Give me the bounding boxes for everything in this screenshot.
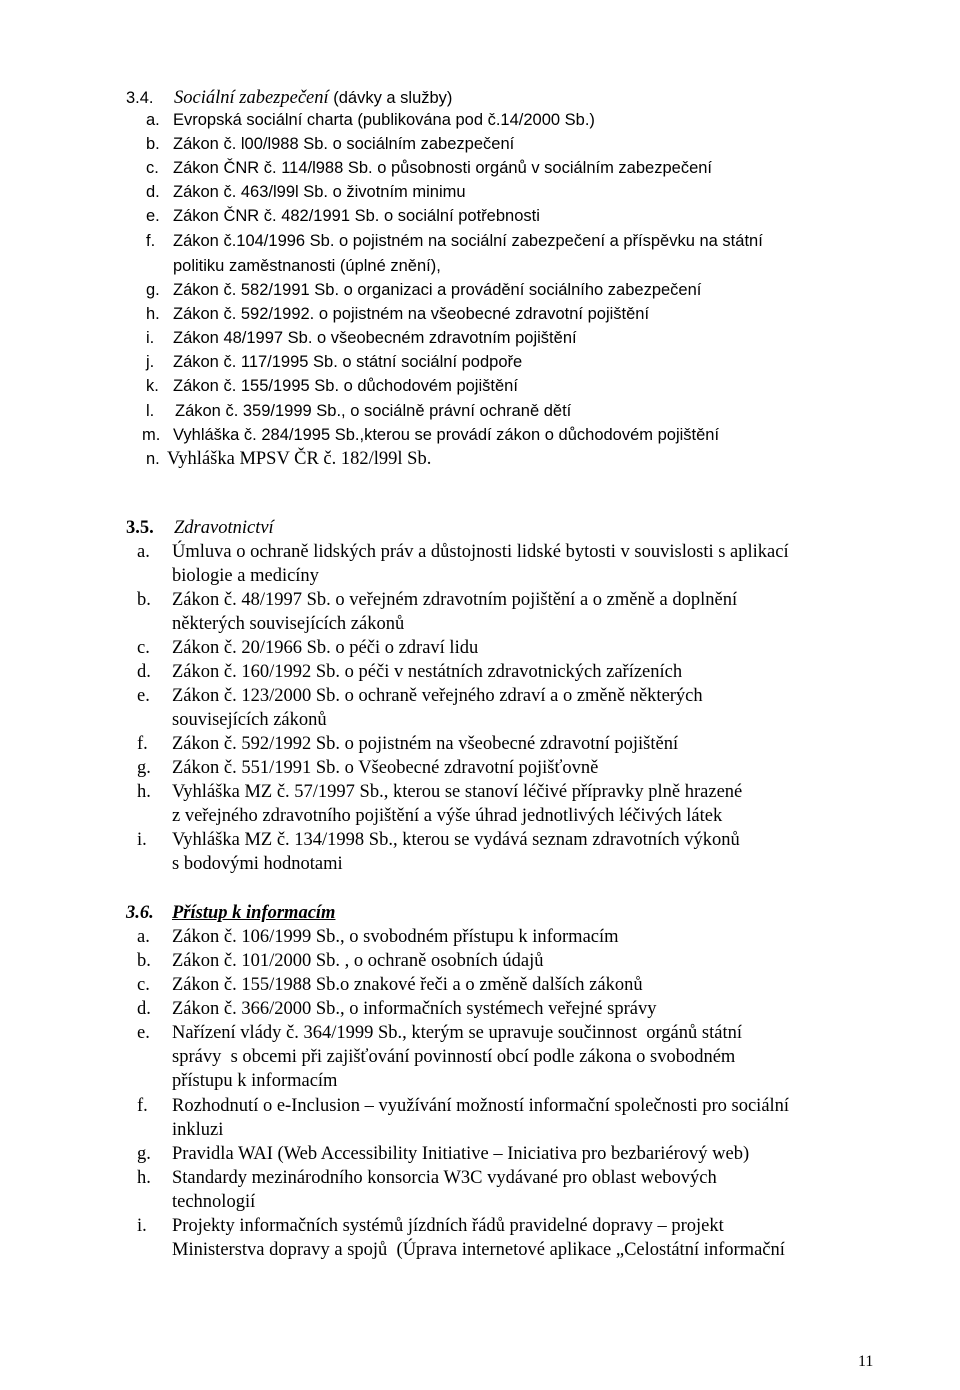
list-item-text: Zákon č. 463/l99l Sb. o životním minimu	[173, 183, 466, 201]
section-number: 3.4.	[126, 89, 154, 107]
list-item-text-continued: politiku zaměstnanosti (úplné znění),	[173, 257, 441, 275]
item-letter: d.	[146, 183, 160, 201]
item-letter: h.	[137, 1168, 151, 1188]
item-letter: i.	[137, 1216, 147, 1236]
list-item-text: Rozhodnutí o e-Inclusion – využívání možností informační společnosti pro sociální	[172, 1096, 790, 1116]
list-item	[146, 378, 159, 395]
list-item	[146, 208, 160, 225]
list-item-text-continued: z veřejného zdravotního pojištění a výše úhrad jednotlivých léčivých látek	[172, 806, 723, 826]
list-item	[146, 160, 159, 177]
list-item-text: Zákon č.104/1996 Sb. o pojistném na sociální zabezpečení a příspěvku na státní	[173, 232, 763, 250]
list-item	[146, 330, 154, 347]
list-item	[137, 1097, 148, 1116]
list-item	[137, 1217, 147, 1236]
list-item-text: Zákon č. 123/2000 Sb. o ochraně veřejného zdraví a o změně některých	[172, 686, 703, 706]
list-item	[146, 184, 160, 201]
item-letter: b.	[137, 590, 151, 610]
list-item-text: Úmluva o ochraně lidských práv a důstojnosti lidské bytosti v souvislosti s aplikací	[172, 542, 789, 562]
list-item-text: Projekty informačních systémů jízdních řádů pravidelné dopravy – projekt	[172, 1216, 724, 1236]
list-item-text: Zákon 48/1997 Sb. o všeobecném zdravotním pojištění	[173, 329, 577, 347]
list-item	[137, 639, 150, 658]
list-item-text: Vyhláška č. 284/1995 Sb.,kterou se provádí zákon o důchodovém pojištění	[173, 426, 720, 444]
list-item	[137, 831, 147, 850]
list-item	[137, 783, 151, 802]
list-item	[137, 928, 150, 947]
list-item	[137, 591, 151, 610]
list-item	[137, 1024, 150, 1043]
list-item	[146, 136, 160, 153]
section-heading-3-4	[126, 89, 452, 108]
list-item-text: Zákon č. 592/1992. o pojistném na všeobecné zdravotní pojištění	[173, 305, 650, 323]
list-item-text: Evropská sociální charta (publikována pod č.14/2000 Sb.)	[173, 111, 595, 129]
list-item	[146, 451, 160, 468]
list-item-text-continued: Ministerstva dopravy a spojů (Úprava internetové aplikace „Celostátní informační	[172, 1240, 785, 1260]
list-item-text: Zákon č. 582/1991 Sb. o organizaci a provádění sociálního zabezpečení	[173, 281, 702, 299]
list-item-text: Zákon č. 20/1966 Sb. o péči o zdraví lidu	[172, 638, 479, 658]
list-item-text: Zákon ČNR č. 114/l988 Sb. o působnosti orgánů v sociálním zabezpečení	[173, 159, 713, 177]
list-item	[137, 952, 151, 971]
item-letter: f.	[146, 232, 156, 250]
list-item-text: Zákon č. 366/2000 Sb., o informačních systémech veřejné správy	[172, 999, 657, 1019]
item-letter: d.	[137, 999, 151, 1019]
list-item-text: Zákon č. 48/1997 Sb. o veřejném zdravotním pojištění a o změně a doplnění	[172, 590, 738, 610]
item-letter: e.	[137, 686, 150, 706]
list-item-text-continued: správy s obcemi při zajišťování povinností obcí podle zákona o svobodném	[172, 1047, 736, 1067]
list-item	[146, 112, 160, 129]
list-item	[137, 543, 150, 562]
list-item-text-continued: některých souvisejících zákonů	[172, 614, 405, 634]
item-letter: m.	[142, 426, 161, 444]
section-title: Přístup k informacím	[172, 903, 336, 923]
list-item-text: Zákon č. l00/l988 Sb. o sociálním zabezpečení	[173, 135, 515, 153]
item-letter: d.	[137, 662, 151, 682]
page-number: 11	[858, 1353, 874, 1370]
list-item	[142, 427, 160, 444]
item-letter: f.	[137, 734, 148, 754]
list-item	[146, 282, 160, 299]
list-item	[137, 735, 148, 754]
item-letter: j.	[146, 353, 155, 371]
item-letter: c.	[146, 159, 159, 177]
item-letter: a.	[146, 111, 160, 129]
list-item	[146, 354, 154, 371]
list-item-text-continued: technologií	[172, 1192, 256, 1212]
list-item-text: Standardy mezinárodního konsorcia W3C vydávané pro oblast webových	[172, 1168, 717, 1188]
item-letter: b.	[137, 951, 151, 971]
list-item-text: Zákon č. 160/1992 Sb. o péči v nestátních zdravotnických zařízeních	[172, 662, 683, 682]
list-item-text: Zákon č. 101/2000 Sb. , o ochraně osobních údajů	[172, 951, 544, 971]
list-item	[146, 306, 160, 323]
list-item-text: Zákon č. 106/1999 Sb., o svobodném přístupu k informacím	[172, 927, 619, 947]
list-item-text: Vyhláška MZ č. 134/1998 Sb., kterou se vydává seznam zdravotních výkonů	[172, 830, 740, 850]
list-item	[137, 1169, 151, 1188]
section-number: 3.6.	[126, 903, 154, 923]
item-letter: b.	[146, 135, 160, 153]
list-item	[146, 233, 155, 250]
section-heading-3-6	[126, 904, 335, 923]
list-item	[137, 1145, 151, 1164]
list-item	[137, 976, 150, 995]
list-item	[137, 663, 151, 682]
section-heading-3-5	[126, 519, 274, 538]
list-item-text: Pravidla WAI (Web Accessibility Initiative – Iniciativa pro bezbariérový web)	[172, 1144, 750, 1164]
list-item-text: Zákon č. 155/1988 Sb.o znakové řeči a o změně dalších zákonů	[172, 975, 643, 995]
section-title-suffix: (dávky a služby)	[328, 89, 453, 107]
item-letter: g.	[137, 758, 151, 778]
item-letter: e.	[137, 1023, 150, 1043]
list-item-text-continued: souvisejících zákonů	[172, 710, 327, 730]
list-item-text: Vyhláška MZ č. 57/1997 Sb., kterou se stanoví léčivé přípravky plně hrazené	[172, 782, 743, 802]
item-letter: f.	[137, 1096, 148, 1116]
item-letter: g.	[146, 281, 160, 299]
item-letter: i.	[146, 329, 155, 347]
list-item-text-continued: přístupu k informacím	[172, 1071, 338, 1091]
item-letter: g.	[137, 1144, 151, 1164]
list-item-text-continued: biologie a medicíny	[172, 566, 319, 586]
item-letter: c.	[137, 638, 150, 658]
item-letter: i.	[137, 830, 147, 850]
item-letter: n.	[146, 450, 160, 468]
list-item	[146, 403, 154, 420]
list-item-text-continued: s bodovými hodnotami	[172, 854, 343, 874]
section-title: Zdravotnictví	[174, 518, 274, 538]
list-item-text-continued: inkluzi	[172, 1120, 224, 1140]
item-letter: e.	[146, 207, 160, 225]
item-letter: h.	[146, 305, 160, 323]
list-item-text: Zákon č. 117/1995 Sb. o státní sociální podpoře	[173, 353, 523, 371]
item-letter: l.	[146, 402, 155, 420]
list-item-text: Zákon č. 592/1992 Sb. o pojistném na všeobecné zdravotní pojištění	[172, 734, 679, 754]
list-item	[137, 1000, 151, 1019]
list-item-text: Vyhláška MPSV ČR č. 182/l99l Sb.	[167, 449, 432, 469]
item-letter: a.	[137, 542, 150, 562]
item-letter: a.	[137, 927, 150, 947]
item-letter: c.	[137, 975, 150, 995]
section-title: Sociální zabezpečení	[174, 88, 329, 108]
item-letter: h.	[137, 782, 151, 802]
item-letter: k.	[146, 377, 159, 395]
list-item	[137, 687, 150, 706]
list-item-text: Zákon č. 359/1999 Sb., o sociálně právní ochraně dětí	[175, 402, 572, 420]
list-item-text: Zákon ČNR č. 482/1991 Sb. o sociální potřebnosti	[173, 207, 540, 225]
list-item-text: Zákon č. 155/1995 Sb. o důchodovém pojištění	[173, 377, 518, 395]
list-item-text: Nařízení vlády č. 364/1999 Sb., kterým se upravuje součinnost orgánů státní	[172, 1023, 742, 1043]
list-item	[137, 759, 151, 778]
list-item-text: Zákon č. 551/1991 Sb. o Všeobecné zdravotní pojišťovně	[172, 758, 599, 778]
section-number: 3.5.	[126, 518, 154, 538]
